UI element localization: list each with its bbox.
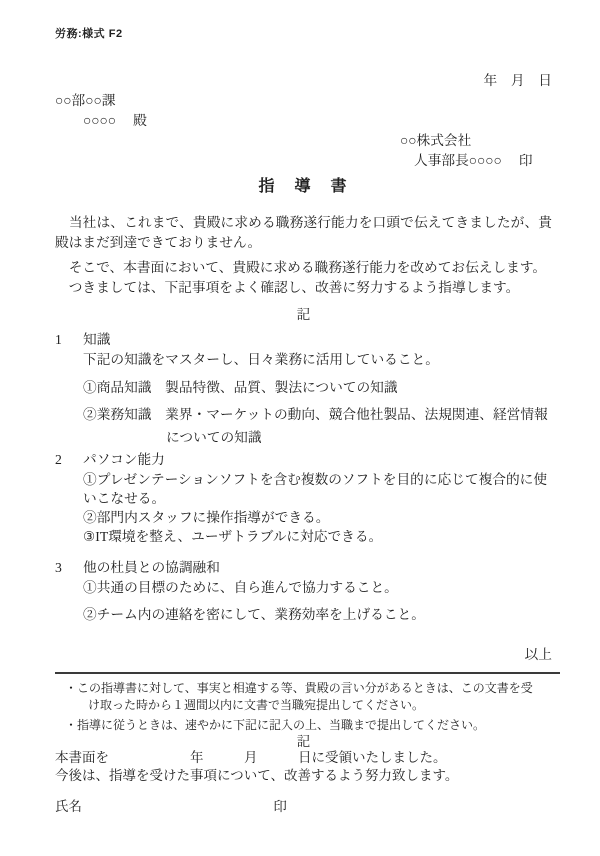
- receipt-date-line: 本書面を 年 月 日に受領いたしました。: [55, 750, 447, 765]
- form-code-label: 労務:様式 F2: [55, 28, 123, 40]
- section-1-item-2: ②業務知識 業界・マーケットの動向、競合他社製品、法規関連、経営情報: [83, 407, 548, 422]
- section-3-item-1: ①共通の目標のために、自ら進んで協力すること。: [83, 580, 398, 595]
- section-2-number: 2: [55, 452, 62, 467]
- section-2-title: パソコン能力: [83, 452, 165, 467]
- intro-paragraph-1: 当社は、これまで、貴殿に求める職務遂行能力を口頭で伝えてきましたが、貴殿はまだ到達できておりません。: [55, 215, 552, 250]
- section-1-title: 知識: [83, 332, 111, 347]
- record-marker: 記: [296, 307, 311, 322]
- intro-paragraph-3: つきましては、下記事項をよく確認し、改善に努力するよう指導します。: [55, 280, 520, 295]
- section-2-item-1: ①プレゼンテーションソフトを含む複数のソフトを目的に応じて複合的に使いこなせる。: [83, 472, 548, 506]
- addressee-name: ○○○○ 殿: [83, 113, 147, 128]
- closing-label: 以上: [524, 647, 552, 662]
- sender-block: [400, 131, 552, 171]
- sender-signer-seal: 人事部長○○○○ 印: [414, 153, 533, 168]
- section-2-heading: [55, 450, 552, 470]
- section-1-heading: [55, 330, 552, 350]
- section-1-item-1: ①商品知識 製品特徴、品質、製法についての知識: [83, 380, 398, 395]
- name-label: 氏名: [55, 799, 82, 814]
- divider-rule: [55, 672, 560, 674]
- signature-line: [55, 798, 552, 816]
- sender-company: ○○株式会社: [400, 133, 472, 148]
- receipt-record-marker: 記: [296, 734, 311, 749]
- section-1-intro: 下記の知識をマスターし、日々業務に活用していること。: [83, 352, 439, 367]
- date-line: 年 月 日: [483, 73, 552, 88]
- section-3-item-2: ②チーム内の連絡を密にして、業務効率を上げること。: [83, 607, 425, 622]
- section-3-heading: [55, 558, 552, 578]
- section-3-title: 他の杜員との協調融和: [83, 560, 220, 575]
- document-title: 指 導 書: [258, 178, 349, 195]
- section-2-item-3: ③IT環境を整え、ユーザトラブルに対応できる。: [83, 529, 383, 544]
- note-item-1: ・この指導書に対して、事実と相違する等、貴殿の言い分があるときは、この文書を受け取った時から１週間以内に文書で当職宛提出してください。: [65, 681, 533, 712]
- note-item-2: ・指導に従うときは、速やかに下記に記入の上、当職まで提出してください。: [65, 718, 486, 732]
- section-1-number: 1: [55, 332, 62, 347]
- section-1-item-2-continuation: についての知識: [166, 430, 262, 445]
- addressee-department: ○○部○○課: [55, 93, 116, 108]
- receipt-pledge-line: 今後は、指導を受けた事項について、改善するよう努力致します。: [55, 768, 459, 783]
- seal-label: 印: [273, 799, 287, 814]
- section-2-item-2: ②部門内スタッフに操作指導ができる。: [83, 510, 330, 525]
- intro-paragraph-2: そこで、本書面において、貴殿に求める職務遂行能力を改めてお伝えします。: [55, 260, 547, 275]
- section-3-number: 3: [55, 560, 62, 575]
